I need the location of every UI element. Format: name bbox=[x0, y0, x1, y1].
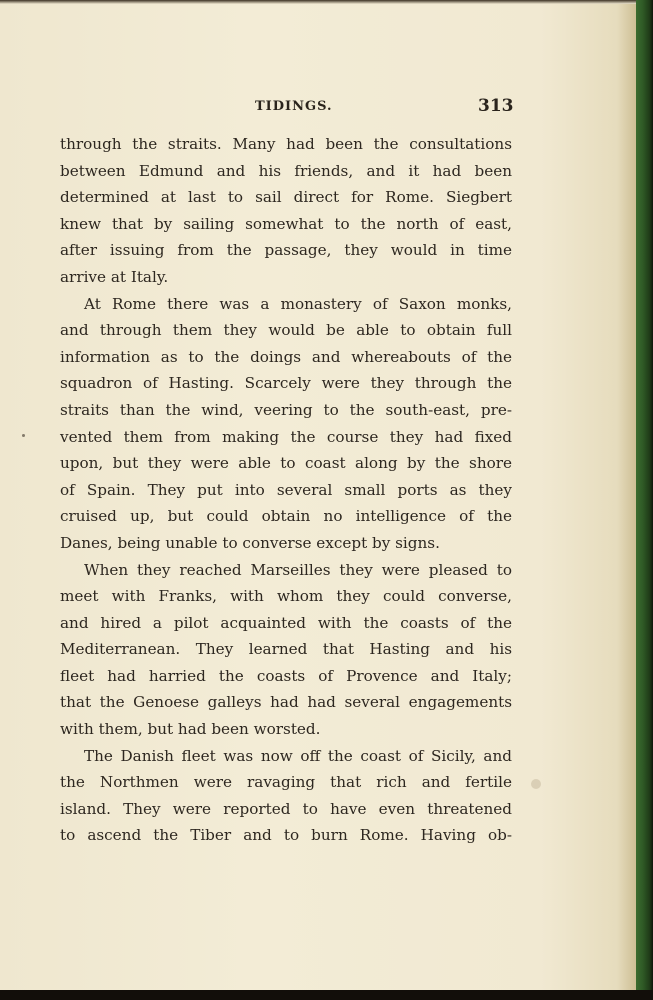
text-line: arrive at Italy. bbox=[60, 267, 169, 286]
text-line: the Northmen were ravaging that rich and fertile bbox=[60, 773, 512, 792]
text-line: Danes, being unable to converse except by signs. bbox=[60, 533, 440, 552]
page-bottom-edge bbox=[0, 990, 653, 1000]
text-line: Mediterranean. They learned that Hasting and his bbox=[60, 640, 512, 659]
running-head: TIDINGS. bbox=[255, 99, 333, 114]
page-number: 313 bbox=[478, 96, 514, 116]
text-line: that the Genoese galleys had had several engagements bbox=[60, 693, 512, 712]
paper-stain bbox=[22, 434, 25, 437]
text-line: straits than the wind, veering to the south-east, pre- bbox=[60, 400, 512, 419]
text-line: meet with Franks, with whom they could converse, bbox=[60, 587, 512, 606]
text-line: knew that by sailing somewhat to the north of east, bbox=[60, 214, 512, 233]
text-line: cruised up, but could obtain no intelligence of the bbox=[60, 507, 512, 526]
text-line: determined at last to sail direct for Rome. Siegbert bbox=[60, 188, 512, 207]
text-line: At Rome there was a monastery of Saxon monks, bbox=[84, 294, 512, 313]
body-text bbox=[60, 131, 512, 849]
text-line: after issuing from the passage, they would in time bbox=[60, 241, 512, 260]
page-top-shadow bbox=[0, 0, 636, 4]
text-line: fleet had harried the coasts of Provence and Italy; bbox=[60, 666, 512, 685]
text-line: The Danish fleet was now off the coast of Sicily, and bbox=[84, 746, 512, 765]
text-line: island. They were reported to have even threatened bbox=[60, 799, 512, 818]
text-line: and through them they would be able to obtain full bbox=[60, 321, 512, 340]
text-line: with them, but had been worsted. bbox=[60, 720, 321, 739]
text-line: When they reached Marseilles they were pleased to bbox=[84, 560, 512, 579]
text-line: to ascend the Tiber and to burn Rome. Having ob- bbox=[60, 826, 512, 845]
text-line: upon, but they were able to coast along by the shore bbox=[60, 454, 512, 473]
text-line: through the straits. Many had been the consultations bbox=[60, 135, 512, 153]
text-line: between Edmund and his friends, and it had been bbox=[60, 161, 512, 180]
text-line: vented them from making the course they had fixed bbox=[60, 427, 512, 446]
text-line: and hired a pilot acquainted with the coasts of the bbox=[60, 613, 512, 632]
text-line: of Spain. They put into several small ports as they bbox=[60, 480, 512, 499]
text-line: information as to the doings and whereabouts of the bbox=[60, 347, 512, 366]
text-line: squadron of Hasting. Scarcely were they through the bbox=[60, 374, 512, 393]
paper-stain bbox=[531, 779, 541, 789]
page-header bbox=[0, 96, 636, 120]
book-cover-edge bbox=[636, 0, 653, 1000]
